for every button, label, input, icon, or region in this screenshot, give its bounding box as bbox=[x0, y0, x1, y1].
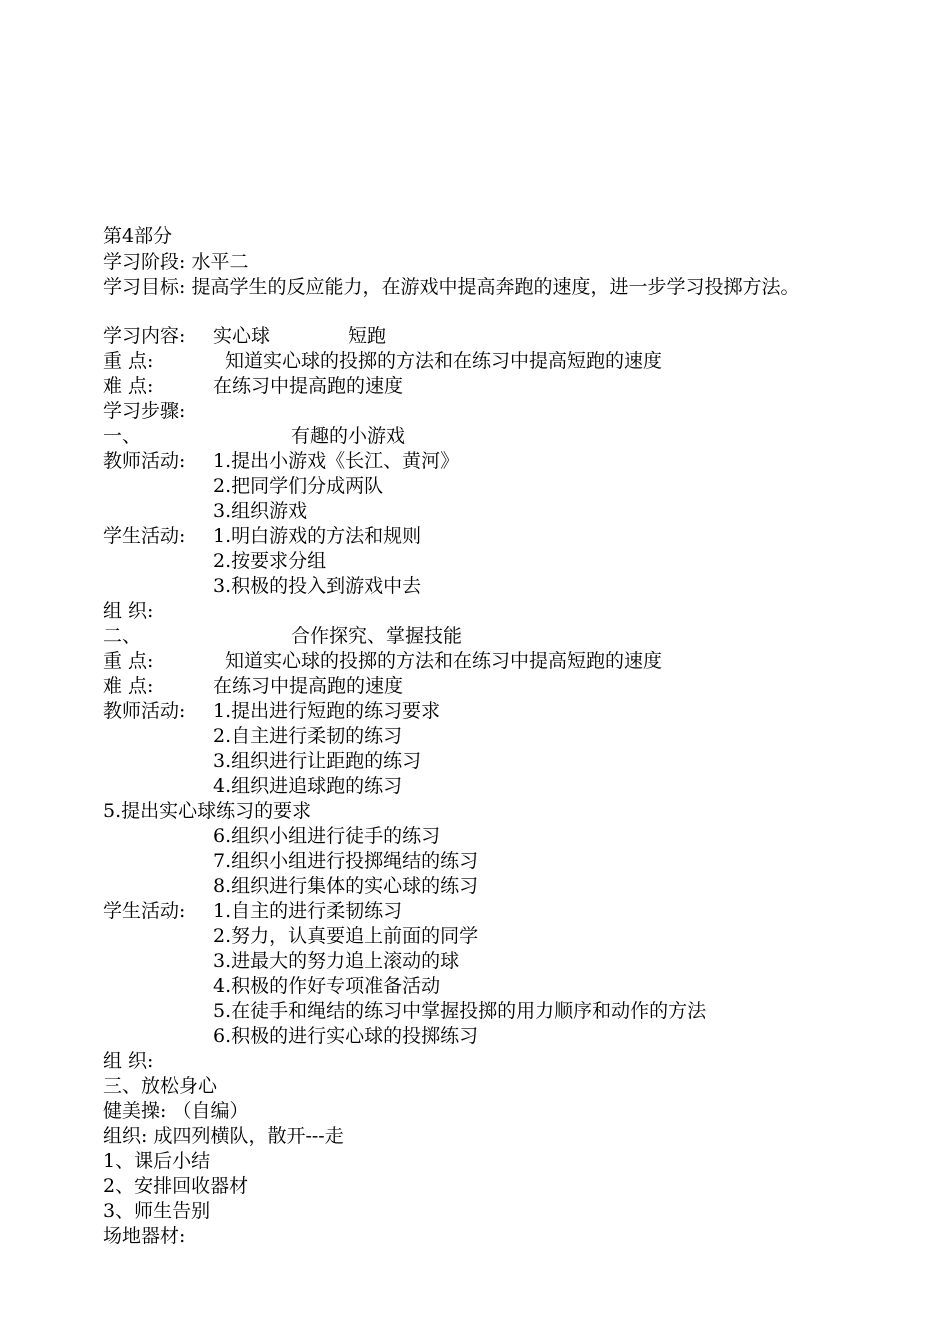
difficulty-2 bbox=[103, 674, 403, 698]
teacher-activity-1 bbox=[103, 449, 459, 473]
key-text: 知道实心球的投掷的方法和在练习中提高短跑的速度 bbox=[225, 350, 663, 372]
student-activity-1 bbox=[103, 524, 421, 548]
key-point-2 bbox=[103, 649, 662, 673]
organization-1: 组 织: bbox=[103, 600, 154, 622]
teacher-label: 教师活动: bbox=[103, 450, 186, 472]
content-item-sprint: 短跑 bbox=[348, 325, 387, 347]
student-item: 3.积极的投入到游戏中去 bbox=[213, 575, 422, 597]
diff-label: 难 点: bbox=[103, 675, 154, 697]
student-item: 1.自主的进行柔韧练习 bbox=[213, 900, 403, 922]
ending-item: 3、师生告别 bbox=[103, 1200, 211, 1222]
key-label: 重 点: bbox=[103, 350, 154, 372]
student-label: 学生活动: bbox=[103, 900, 186, 922]
teacher-item: 1.提出小游戏《长江、黄河》 bbox=[213, 450, 460, 472]
part-heading: 第4部分 bbox=[103, 225, 173, 247]
student-item: 6.积极的进行实心球的投掷练习 bbox=[213, 1025, 479, 1047]
learning-content bbox=[103, 324, 386, 348]
teacher-item: 7.组织小组进行投掷绳结的练习 bbox=[213, 850, 479, 872]
student-item: 2.按要求分组 bbox=[213, 550, 327, 572]
teacher-item: 4.组织进追球跑的练习 bbox=[213, 775, 403, 797]
key-point bbox=[103, 349, 662, 373]
student-item: 4.积极的作好专项准备活动 bbox=[213, 975, 441, 997]
teacher-item: 1.提出进行短跑的练习要求 bbox=[213, 700, 441, 722]
aerobics: 健美操: （自编） bbox=[103, 1100, 249, 1122]
student-item: 5.在徒手和绳结的练习中掌握投掷的用力顺序和动作的方法 bbox=[213, 1000, 707, 1022]
learning-stage: 学习阶段: 水平二 bbox=[103, 251, 249, 273]
teacher-item: 6.组织小组进行徒手的练习 bbox=[213, 825, 441, 847]
teacher-item: 5.提出实心球练习的要求 bbox=[103, 800, 312, 822]
section-one-heading bbox=[103, 424, 405, 448]
learning-goal: 学习目标: 提高学生的反应能力，在游戏中提高奔跑的速度，进一步学习投掷方法。 bbox=[103, 276, 800, 298]
teacher-activity-2 bbox=[103, 699, 440, 723]
content-label: 学习内容: bbox=[103, 325, 186, 347]
learning-steps: 学习步骤: bbox=[103, 400, 186, 422]
section-two-heading bbox=[103, 624, 462, 648]
ending-item: 2、安排回收器材 bbox=[103, 1175, 249, 1197]
student-item: 3.进最大的努力追上滚动的球 bbox=[213, 950, 460, 972]
teacher-label: 教师活动: bbox=[103, 700, 186, 722]
diff-text: 在练习中提高跑的速度 bbox=[213, 675, 404, 697]
student-label: 学生活动: bbox=[103, 525, 186, 547]
content-item-shotput: 实心球 bbox=[213, 325, 271, 347]
teacher-item: 2.自主进行柔韧的练习 bbox=[213, 725, 403, 747]
section-one-title: 有趣的小游戏 bbox=[291, 425, 406, 447]
teacher-item: 2.把同学们分成两队 bbox=[213, 475, 384, 497]
section-one-number: 一、 bbox=[103, 425, 142, 447]
diff-label: 难 点: bbox=[103, 375, 154, 397]
diff-text: 在练习中提高跑的速度 bbox=[213, 375, 404, 397]
ending-item: 1、课后小结 bbox=[103, 1150, 211, 1172]
teacher-item: 3.组织游戏 bbox=[213, 500, 308, 522]
teacher-item: 3.组织进行让距跑的练习 bbox=[213, 750, 422, 772]
venue-equipment: 场地器材: bbox=[103, 1225, 186, 1247]
difficulty bbox=[103, 374, 403, 398]
key-text: 知道实心球的投掷的方法和在练习中提高短跑的速度 bbox=[225, 650, 663, 672]
organization-3: 组织: 成四列横队，散开---走 bbox=[103, 1125, 344, 1147]
organization-2: 组 织: bbox=[103, 1050, 154, 1072]
teacher-item: 8.组织进行集体的实心球的练习 bbox=[213, 875, 479, 897]
student-item: 2.努力，认真要追上前面的同学 bbox=[213, 925, 479, 947]
section-three-heading: 三、放松身心 bbox=[103, 1075, 218, 1097]
student-activity-2 bbox=[103, 899, 402, 923]
section-two-number: 二、 bbox=[103, 625, 142, 647]
key-label: 重 点: bbox=[103, 650, 154, 672]
student-item: 1.明白游戏的方法和规则 bbox=[213, 525, 422, 547]
section-two-title: 合作探究、掌握技能 bbox=[291, 625, 463, 647]
